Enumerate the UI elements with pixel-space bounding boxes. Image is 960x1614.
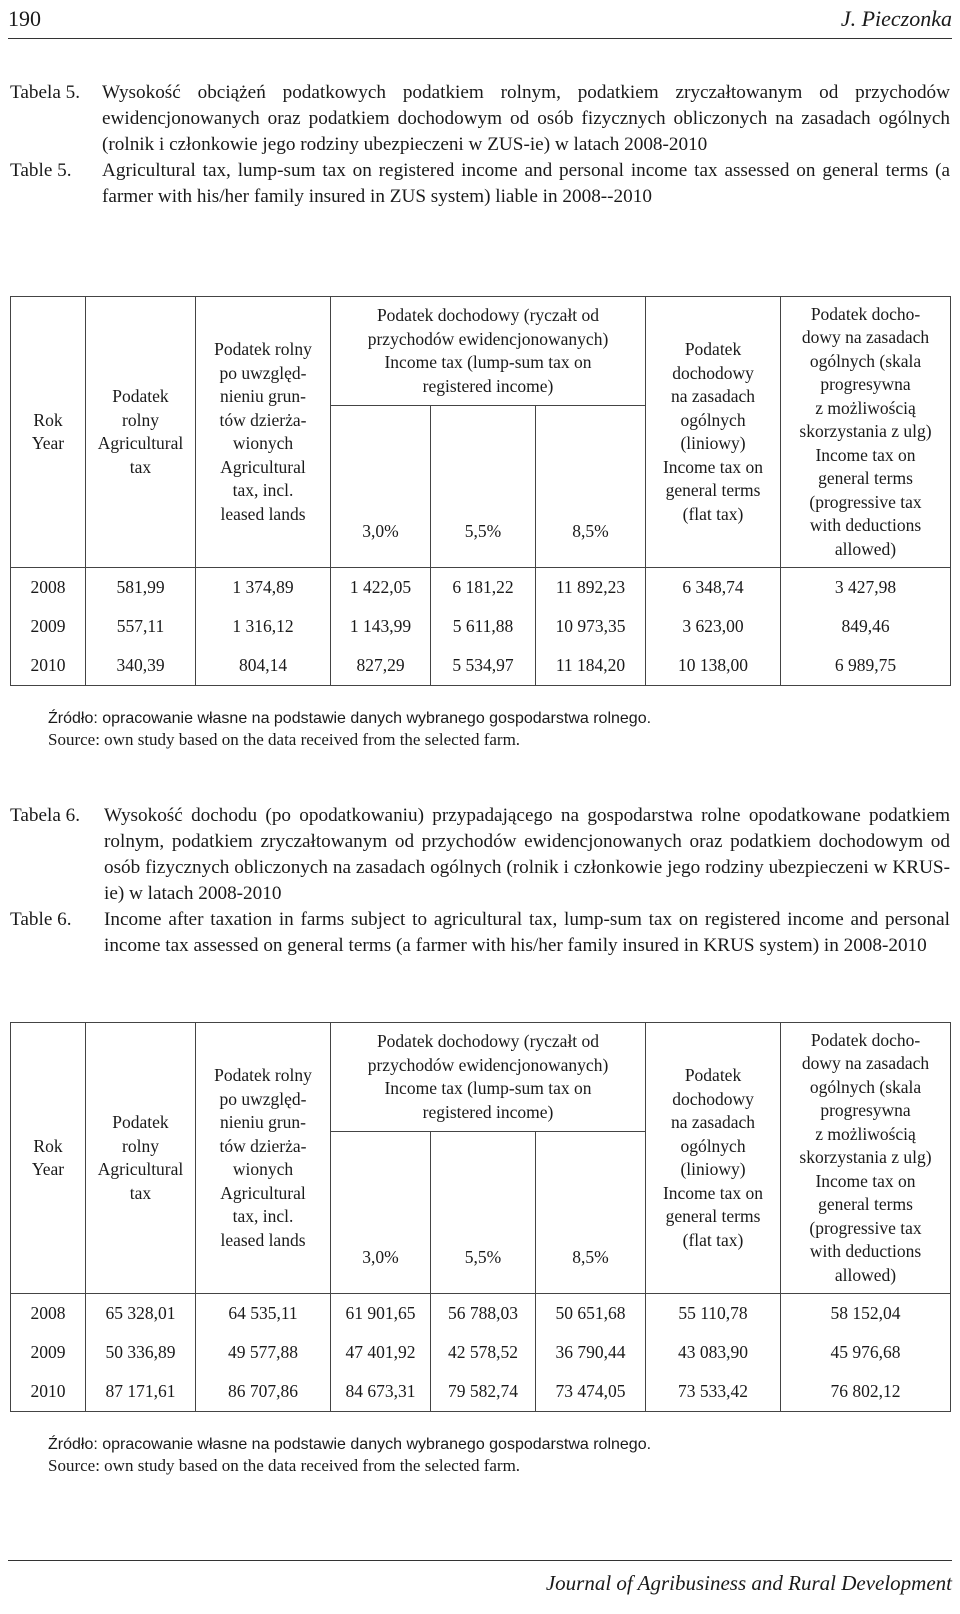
value-cell: 5 534,97 [431, 646, 536, 686]
value-cell: 64 535,11 [196, 1294, 331, 1334]
header-line: progresywna [820, 374, 911, 395]
year-cell: 2008 [11, 1294, 86, 1334]
header-line: with deductions [809, 1241, 922, 1262]
value-cell: 49 577,88 [196, 1333, 331, 1372]
header-line: Year [31, 1159, 65, 1179]
header-line: with deductions [809, 515, 922, 536]
col-header-lump-sum [331, 297, 646, 406]
header-line: skorzystania z ulg) [799, 1147, 932, 1168]
header-line: Podatek rolny [214, 339, 312, 359]
table6-row [11, 1372, 951, 1412]
header-line: Podatek [684, 339, 742, 359]
table6-caption-en-label: Table 6. [10, 909, 72, 930]
header-line: Agricultural [97, 1159, 184, 1179]
value-cell: 6 181,22 [431, 568, 536, 608]
header-line: z możliwością [815, 1123, 916, 1144]
header-line: leased lands [220, 1229, 306, 1250]
value-cell: 87 171,61 [86, 1372, 196, 1412]
header-line: wionych [232, 433, 294, 453]
value-cell: 10 973,35 [536, 607, 646, 646]
col-header-progressive-tax [781, 1023, 951, 1294]
header-line: Income tax (lump-sum tax on [384, 1078, 592, 1098]
header-line: dowy na zasadach [801, 1053, 930, 1074]
value-cell: 6 989,75 [781, 646, 951, 686]
header-line: tax [129, 1182, 152, 1203]
header-line: (liniowy) [680, 433, 746, 453]
header-line: allowed) [834, 1264, 897, 1285]
running-author: J. Pieczonka [840, 6, 952, 31]
col-header-progressive-tax [781, 297, 951, 568]
table5-row [11, 568, 951, 608]
header-line: general terms [818, 1194, 913, 1215]
header-line: Agricultural [220, 456, 306, 477]
year-cell: 2009 [11, 1333, 86, 1372]
value-cell: 50 651,68 [536, 1294, 646, 1334]
value-cell: 79 582,74 [431, 1372, 536, 1412]
col-header-rate-5-5: 5,5% [431, 406, 536, 568]
header-line: na zasadach [670, 1112, 756, 1132]
header-line: Podatek docho- [810, 1029, 921, 1050]
value-cell: 73 533,42 [646, 1372, 781, 1412]
header-line: Income tax (lump-sum tax on [384, 352, 592, 372]
table6 [10, 1022, 951, 1412]
header-line: rolny [122, 1135, 159, 1156]
value-cell: 11 184,20 [536, 646, 646, 686]
col-header-rate-5-5: 5,5% [431, 1132, 536, 1294]
value-cell: 45 976,68 [781, 1333, 951, 1372]
page-number: 190 [8, 6, 41, 31]
value-cell: 1 143,99 [331, 607, 431, 646]
header-line: Podatek [112, 1112, 169, 1132]
value-cell: 827,29 [331, 646, 431, 686]
table5-source [48, 708, 651, 750]
header-line: registered income) [422, 1101, 554, 1122]
header-line: Podatek dochodowy (ryczałt od [376, 305, 600, 325]
col-header-rate-8-5: 8,5% [536, 1132, 646, 1294]
header-line: tów dzierża- [219, 409, 307, 430]
header-line: registered income) [422, 375, 554, 396]
value-cell: 36 790,44 [536, 1333, 646, 1372]
header-line: z możliwością [815, 397, 916, 418]
header-line: po uwzględ- [219, 362, 307, 383]
header-line: Income tax on [815, 444, 916, 465]
value-cell: 804,14 [196, 646, 331, 686]
header-line: Rok [33, 1135, 63, 1156]
col-header-agricultural-tax-leased [196, 1023, 331, 1294]
table5-caption-en-label: Table 5. [10, 160, 72, 181]
header-line: (liniowy) [680, 1159, 746, 1179]
header-line: nieniu grun- [219, 386, 307, 406]
journal-name: Journal of Agribusiness and Rural Development [545, 1571, 952, 1595]
table6-source-en: Source: own study based on the data received from the selected farm. [48, 1456, 521, 1475]
header-line: nieniu grun- [219, 1112, 307, 1132]
page-header [8, 0, 952, 39]
value-cell: 6 348,74 [646, 568, 781, 608]
header-line: Income tax on [662, 1182, 764, 1203]
header-line: rolny [122, 409, 159, 430]
header-line: dowy na zasadach [801, 327, 930, 348]
table6-row [11, 1333, 951, 1372]
header-line: tax, incl. [232, 1206, 294, 1226]
header-line: ogólnych (skala [809, 1076, 922, 1097]
year-cell: 2009 [11, 607, 86, 646]
header-line: Income tax on [662, 456, 764, 477]
header-line: dochodowy [672, 1088, 754, 1109]
header-line: leased lands [220, 503, 306, 524]
value-cell: 11 892,23 [536, 568, 646, 608]
table5-source-pl: Źródło: opracowanie własne na podstawie danych wybranego gospodarstwa rolnego. [48, 710, 652, 727]
header-line: tax [129, 456, 152, 477]
value-cell: 10 138,00 [646, 646, 781, 686]
header-line: Podatek docho- [810, 303, 921, 324]
header-line: po uwzględ- [219, 1088, 307, 1109]
header-line: (flat tax) [682, 503, 744, 524]
header-line: przychodów ewidencjonowanych) [367, 1054, 609, 1075]
header-line: general terms [665, 1206, 761, 1226]
table6-source-pl: Źródło: opracowanie własne na podstawie danych wybranego gospodarstwa rolnego. [48, 1436, 652, 1453]
col-header-agricultural-tax [86, 297, 196, 568]
value-cell: 43 083,90 [646, 1333, 781, 1372]
header-line: Podatek dochodowy (ryczałt od [376, 1031, 600, 1051]
table5-caption-pl-label: Tabela 5. [10, 82, 81, 103]
header-line: Podatek [684, 1065, 742, 1085]
value-cell: 55 110,78 [646, 1294, 781, 1334]
header-line: general terms [665, 480, 761, 500]
table5-caption [10, 80, 950, 210]
header-line: wionych [232, 1159, 294, 1179]
header-line: przychodów ewidencjonowanych) [367, 328, 609, 349]
header-line: Rok [33, 409, 63, 430]
header-line: skorzystania z ulg) [799, 421, 932, 442]
value-cell: 50 336,89 [86, 1333, 196, 1372]
header-line: progresywna [820, 1100, 911, 1121]
header-line: Agricultural [97, 433, 184, 453]
value-cell: 73 474,05 [536, 1372, 646, 1412]
value-cell: 3 427,98 [781, 568, 951, 608]
table6-caption-pl: Wysokość dochodu (po opodatkowaniu) przypadającego na gospodarstwa rolne opodatkowane podatkiem rolnym, podatkiem zryczałtowanym od przychodów ewidencjonowanych oraz podatkiem dochodowym od osób fizycznych obliczonych na zasadach ogólnych (rolnik i członkowie jego rodziny ubezpieczeni w KRUS-ie) w latach 2008-2010 [104, 805, 950, 904]
table5-row [11, 607, 951, 646]
value-cell: 3 623,00 [646, 607, 781, 646]
header-line: general terms [818, 468, 913, 489]
value-cell: 557,11 [86, 607, 196, 646]
value-cell: 47 401,92 [331, 1333, 431, 1372]
table5-caption-en: Agricultural tax, lump-sum tax on registered income and personal income tax assessed on general terms (a farmer with his/her family insured in ZUS system) liable in 2008--2010 [102, 160, 950, 207]
table5-row [11, 646, 951, 686]
value-cell: 65 328,01 [86, 1294, 196, 1334]
header-line: ogólnych [680, 409, 746, 430]
col-header-flat-tax [646, 297, 781, 568]
table6-caption-pl-label: Tabela 6. [10, 805, 81, 826]
year-cell: 2008 [11, 568, 86, 608]
value-cell: 61 901,65 [331, 1294, 431, 1334]
col-header-rate-3: 3,0% [331, 1132, 431, 1294]
year-cell: 2010 [11, 646, 86, 686]
header-line: (progressive tax [809, 491, 922, 512]
value-cell: 1 422,05 [331, 568, 431, 608]
value-cell: 340,39 [86, 646, 196, 686]
year-cell: 2010 [11, 1372, 86, 1412]
header-line: Podatek [112, 386, 169, 406]
table5-caption-pl: Wysokość obciążeń podatkowych podatkiem rolnym, podatkiem zryczałtowanym od przychodów ewidencjonowanych oraz podatkiem dochodowym od osób fizycznych obliczonych na zasadach ogólnych (rolnik i członkowie jego rodziny ubezpieczeni w ZUS-ie) w latach 2008-2010 [102, 82, 950, 155]
table6-caption [10, 803, 950, 959]
col-header-agricultural-tax [86, 1023, 196, 1294]
col-header-rate-3: 3,0% [331, 406, 431, 568]
header-line: ogólnych (skala [809, 350, 922, 371]
value-cell: 56 788,03 [431, 1294, 536, 1334]
header-line: tów dzierża- [219, 1135, 307, 1156]
col-header-rate-8-5: 8,5% [536, 406, 646, 568]
col-header-flat-tax [646, 1023, 781, 1294]
page-footer [8, 1560, 952, 1595]
value-cell: 1 316,12 [196, 607, 331, 646]
value-cell: 86 707,86 [196, 1372, 331, 1412]
value-cell: 1 374,89 [196, 568, 331, 608]
table6-row [11, 1294, 951, 1334]
value-cell: 84 673,31 [331, 1372, 431, 1412]
value-cell: 42 578,52 [431, 1333, 536, 1372]
header-line: allowed) [834, 538, 897, 559]
header-line: Agricultural [220, 1182, 306, 1203]
value-cell: 5 611,88 [431, 607, 536, 646]
table6-caption-en: Income after taxation in farms subject to agricultural tax, lump-sum tax on registered income and personal income tax assessed on general terms (a farmer with his/her family insured in KRUS system) in 2008-2010 [104, 909, 950, 956]
col-header-lump-sum [331, 1023, 646, 1132]
header-line: Year [31, 433, 65, 453]
col-header-year [11, 1023, 86, 1294]
value-cell: 58 152,04 [781, 1294, 951, 1334]
col-header-year [11, 297, 86, 568]
header-line: (progressive tax [809, 1217, 922, 1238]
value-cell: 849,46 [781, 607, 951, 646]
header-line: ogólnych [680, 1135, 746, 1156]
header-line: dochodowy [672, 362, 754, 383]
header-line: (flat tax) [682, 1229, 744, 1250]
header-line: tax, incl. [232, 480, 294, 500]
header-line: Income tax on [815, 1170, 916, 1191]
header-line: Podatek rolny [214, 1065, 312, 1085]
table5-source-en: Source: own study based on the data received from the selected farm. [48, 730, 521, 749]
table6-source [48, 1434, 651, 1476]
value-cell: 76 802,12 [781, 1372, 951, 1412]
table5 [10, 296, 951, 686]
value-cell: 581,99 [86, 568, 196, 608]
header-line: na zasadach [670, 386, 756, 406]
col-header-agricultural-tax-leased [196, 297, 331, 568]
